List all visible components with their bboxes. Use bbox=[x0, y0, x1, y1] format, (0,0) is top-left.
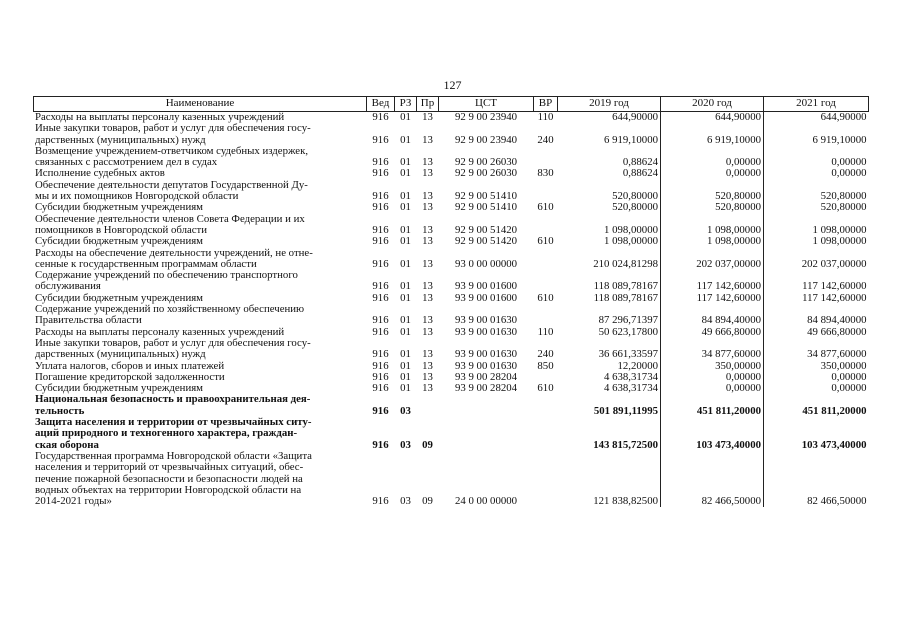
row-name: Содержание учреждений по хозяйственному обеспечению Правительства области bbox=[35, 303, 305, 327]
row-cst: 93 9 00 01630 bbox=[454, 348, 518, 361]
row-cst: 93 9 00 01630 bbox=[454, 325, 518, 338]
row-ved: 916 bbox=[372, 201, 389, 214]
row-2019: 1 098,00000 bbox=[604, 235, 658, 248]
row-ved: 916 bbox=[372, 495, 389, 508]
row-pr: 13 bbox=[422, 235, 433, 248]
row-vr bbox=[534, 451, 558, 507]
row-2021: 117 142,60000 bbox=[764, 293, 869, 304]
row-vr bbox=[534, 394, 558, 417]
row-vr: 240 bbox=[537, 348, 554, 361]
row-2021: 0,00000 bbox=[764, 372, 869, 383]
row-2021: 6 919,10000 bbox=[764, 123, 869, 146]
row-ved: 916 bbox=[372, 291, 389, 304]
row-ved: 916 bbox=[372, 382, 389, 395]
row-name: Защита населения и территории от чрезвычайных ситу- аций природного и техногенного характера, граждан- ская оборона bbox=[35, 416, 312, 451]
row-pr: 13 bbox=[422, 167, 433, 180]
row-2020: 49 666,80000 bbox=[661, 327, 764, 338]
row-vr bbox=[534, 146, 558, 169]
row-name: Государственная программа Новгородской области «Защита населения и территорий от чрезвычайных ситуаций, обес- печение пожарной безопасности и безопасности людей на водных объектах на территории Новгородской области на 2014-2021 годы» bbox=[35, 449, 312, 508]
row-2020: 0,00000 bbox=[661, 168, 764, 179]
row-ved: 916 bbox=[372, 167, 389, 180]
row-pr: 13 bbox=[422, 291, 433, 304]
row-ved: 916 bbox=[372, 190, 389, 203]
row-vr: 610 bbox=[537, 201, 554, 214]
row-2019: 118 089,78167 bbox=[593, 291, 658, 304]
table-row bbox=[34, 394, 869, 417]
row-vr bbox=[534, 270, 558, 293]
row-pr: 13 bbox=[422, 190, 433, 203]
row-2021: 117 142,60000 bbox=[764, 270, 869, 293]
row-pr: 13 bbox=[422, 359, 433, 372]
row-2020: 6 919,10000 bbox=[661, 123, 764, 146]
row-2020: 0,00000 bbox=[661, 146, 764, 169]
header-row bbox=[34, 97, 869, 112]
row-pr: 13 bbox=[422, 382, 433, 395]
row-cst: 93 9 00 01630 bbox=[454, 314, 518, 327]
row-name: Иные закупки товаров, работ и услуг для обеспечения госу- дарственных (муниципальных) нужд bbox=[35, 122, 311, 146]
row-2020: 202 037,00000 bbox=[661, 248, 764, 271]
row-2021: 202 037,00000 bbox=[764, 248, 869, 271]
table-row bbox=[34, 146, 869, 169]
row-pr: 13 bbox=[422, 201, 433, 214]
row-2021: 0,00000 bbox=[764, 146, 869, 169]
row-2019: 121 838,82500 bbox=[593, 495, 658, 508]
row-pr: 13 bbox=[422, 325, 433, 338]
row-rz: 01 bbox=[400, 223, 411, 236]
row-name: Погашение кредиторской задолженности bbox=[35, 370, 225, 383]
row-name: Субсидии бюджетным учреждениям bbox=[35, 201, 204, 214]
row-ved: 916 bbox=[372, 359, 389, 372]
row-cst: 93 9 00 01600 bbox=[454, 291, 518, 304]
row-vr: 850 bbox=[537, 359, 554, 372]
row-2019: 210 024,81298 bbox=[593, 257, 658, 270]
row-ved: 916 bbox=[372, 370, 389, 383]
table-row bbox=[34, 417, 869, 451]
row-name: Уплата налогов, сборов и иных платежей bbox=[35, 359, 225, 372]
row-rz: 01 bbox=[400, 291, 411, 304]
row-name: Обеспечение деятельности депутатов Государственной Ду- мы и их помощников Новгородской области bbox=[35, 178, 308, 203]
row-2020: 117 142,60000 bbox=[661, 270, 764, 293]
header-2020: 2020 год bbox=[661, 97, 764, 112]
table-row bbox=[34, 451, 869, 507]
row-pr: 13 bbox=[422, 257, 433, 270]
table-row bbox=[34, 123, 869, 146]
row-name: Расходы на обеспечение деятельности учреждений, не отне- сенные к государственным программам области bbox=[35, 246, 313, 270]
row-name: Субсидии бюджетным учреждениям bbox=[35, 382, 204, 395]
row-name: Субсидии бюджетным учреждениям bbox=[35, 235, 204, 248]
table-row bbox=[34, 214, 869, 237]
table-body bbox=[34, 112, 869, 508]
row-cst: 24 0 00 00000 bbox=[454, 495, 518, 508]
row-name: Содержание учреждений по обеспечению транспортного обслуживания bbox=[35, 269, 298, 293]
row-2020: 0,00000 bbox=[661, 383, 764, 394]
row-cst: 93 9 00 01630 bbox=[454, 359, 518, 372]
row-cst: 93 9 00 28204 bbox=[454, 382, 518, 395]
row-2021: 520,80000 bbox=[764, 180, 869, 203]
row-rz: 01 bbox=[400, 257, 411, 270]
row-name: Иные закупки товаров, работ и услуг для обеспечения госу- дарственных (муниципальных) нужд bbox=[35, 336, 311, 361]
row-rz: 01 bbox=[400, 201, 411, 214]
row-2021: 451 811,20000 bbox=[764, 394, 869, 417]
row-vr bbox=[534, 180, 558, 203]
row-cst: 93 0 00 00000 bbox=[454, 257, 518, 270]
row-rz: 01 bbox=[400, 133, 411, 146]
row-rz: 01 bbox=[400, 156, 411, 169]
row-ved: 916 bbox=[372, 156, 389, 169]
row-2020: 350,00000 bbox=[661, 361, 764, 372]
row-pr: 09 bbox=[422, 495, 433, 508]
row-pr: 13 bbox=[422, 111, 433, 123]
row-2021: 49 666,80000 bbox=[764, 327, 869, 338]
row-ved: 916 bbox=[372, 280, 389, 293]
row-vr: 110 bbox=[537, 325, 554, 338]
row-vr: 240 bbox=[537, 133, 554, 146]
row-ved: 916 bbox=[372, 133, 389, 146]
row-cst: 92 9 00 51410 bbox=[454, 190, 518, 203]
row-ved: 916 bbox=[372, 438, 389, 451]
row-rz: 01 bbox=[400, 370, 411, 383]
row-cst: 92 9 00 23940 bbox=[454, 133, 518, 146]
row-rz: 01 bbox=[400, 235, 411, 248]
row-2019: 118 089,78167 bbox=[593, 280, 658, 293]
row-vr bbox=[534, 304, 558, 327]
row-name: Исполнение судебных актов bbox=[35, 167, 165, 180]
table-row bbox=[34, 304, 869, 327]
row-2019: 4 638,31734 bbox=[604, 382, 658, 395]
row-name: Расходы на выплаты персоналу казенных учреждений bbox=[35, 325, 285, 338]
header-name: Наименование bbox=[34, 97, 367, 112]
row-2019: 87 296,71397 bbox=[598, 314, 658, 327]
table-row bbox=[34, 248, 869, 271]
row-rz: 03 bbox=[400, 438, 411, 451]
row-ved: 916 bbox=[372, 235, 389, 248]
row-pr: 13 bbox=[422, 133, 433, 146]
header-rz: РЗ bbox=[395, 97, 417, 112]
row-2019: 0,88624 bbox=[622, 156, 658, 169]
table-row bbox=[34, 270, 869, 293]
row-2021: 84 894,40000 bbox=[764, 304, 869, 327]
row-vr: 610 bbox=[537, 382, 554, 395]
row-name: Расходы на выплаты персоналу казенных учреждений bbox=[35, 111, 285, 123]
row-2020: 1 098,00000 bbox=[661, 214, 764, 237]
row-vr: 830 bbox=[537, 167, 554, 180]
row-rz: 01 bbox=[400, 111, 411, 123]
row-vr: 610 bbox=[537, 235, 554, 248]
header-ved: Вед bbox=[367, 97, 395, 112]
header-cst: ЦСТ bbox=[439, 97, 534, 112]
row-2020: 520,80000 bbox=[661, 202, 764, 213]
row-2019: 644,90000 bbox=[612, 111, 658, 123]
row-rz: 03 bbox=[400, 495, 411, 508]
row-2020: 84 894,40000 bbox=[661, 304, 764, 327]
row-cst bbox=[439, 417, 534, 451]
row-2019: 143 815,72500 bbox=[593, 438, 658, 451]
header-2019: 2019 год bbox=[558, 97, 661, 112]
row-2021: 520,80000 bbox=[764, 202, 869, 213]
row-2020: 82 466,50000 bbox=[661, 451, 764, 507]
row-vr bbox=[534, 248, 558, 271]
row-2020: 117 142,60000 bbox=[661, 293, 764, 304]
row-rz: 01 bbox=[400, 314, 411, 327]
row-cst: 93 9 00 28204 bbox=[454, 370, 518, 383]
row-pr: 13 bbox=[422, 348, 433, 361]
row-2019: 12,20000 bbox=[617, 359, 658, 372]
row-pr: 13 bbox=[422, 223, 433, 236]
row-cst: 93 9 00 01600 bbox=[454, 280, 518, 293]
row-cst: 92 9 00 26030 bbox=[454, 156, 518, 169]
row-2019: 36 661,33597 bbox=[598, 348, 658, 361]
row-2021: 0,00000 bbox=[764, 383, 869, 394]
table-row bbox=[34, 236, 869, 247]
row-pr: 13 bbox=[422, 370, 433, 383]
row-2019: 501 891,11995 bbox=[593, 404, 658, 417]
row-rz: 01 bbox=[400, 190, 411, 203]
row-2021: 34 877,60000 bbox=[764, 338, 869, 361]
row-2019: 0,88624 bbox=[622, 167, 658, 180]
row-ved: 916 bbox=[372, 404, 389, 417]
row-pr: 13 bbox=[422, 314, 433, 327]
row-name: Национальная безопасность и правоохранительная дея- тельность bbox=[35, 393, 311, 417]
header-pr: Пр bbox=[417, 97, 439, 112]
row-2020: 103 473,40000 bbox=[661, 417, 764, 451]
row-2019: 50 623,17800 bbox=[598, 325, 658, 338]
row-2020: 644,90000 bbox=[661, 112, 764, 124]
header-vr: ВР bbox=[534, 97, 558, 112]
row-cst: 92 9 00 51420 bbox=[454, 235, 518, 248]
row-pr: 13 bbox=[422, 156, 433, 169]
row-vr bbox=[534, 417, 558, 451]
header-2021: 2021 год bbox=[764, 97, 869, 112]
row-2020: 1 098,00000 bbox=[661, 236, 764, 247]
budget-table bbox=[33, 96, 869, 507]
row-ved: 916 bbox=[372, 257, 389, 270]
row-2020: 520,80000 bbox=[661, 180, 764, 203]
row-2019: 520,80000 bbox=[612, 190, 658, 203]
row-ved: 916 bbox=[372, 223, 389, 236]
row-2020: 0,00000 bbox=[661, 372, 764, 383]
row-name: Возмещение учреждением-ответчиком судебных издержек, связанных с рассмотрением дел в судах bbox=[35, 144, 309, 169]
table-row bbox=[34, 338, 869, 361]
row-2019: 520,80000 bbox=[612, 201, 658, 214]
row-ved: 916 bbox=[372, 325, 389, 338]
row-pr: 13 bbox=[422, 280, 433, 293]
row-2019: 6 919,10000 bbox=[604, 133, 658, 146]
row-2021: 82 466,50000 bbox=[764, 451, 869, 507]
page-number: 127 bbox=[443, 78, 462, 92]
row-vr bbox=[534, 214, 558, 237]
row-2021: 1 098,00000 bbox=[764, 214, 869, 237]
row-rz: 01 bbox=[400, 382, 411, 395]
row-cst: 92 9 00 23940 bbox=[454, 111, 518, 123]
row-2020: 451 811,20000 bbox=[661, 394, 764, 417]
row-cst: 92 9 00 51420 bbox=[454, 223, 518, 236]
row-cst bbox=[439, 394, 534, 417]
row-pr bbox=[417, 394, 439, 417]
table-row bbox=[34, 202, 869, 213]
row-2021: 0,00000 bbox=[764, 168, 869, 179]
row-rz: 03 bbox=[400, 404, 411, 417]
row-ved: 916 bbox=[372, 348, 389, 361]
row-vr: 110 bbox=[537, 111, 554, 123]
row-rz: 01 bbox=[400, 167, 411, 180]
row-name: Субсидии бюджетным учреждениям bbox=[35, 291, 204, 304]
row-name: Обеспечение деятельности членов Совета Федерации и их помощников в Новгородской области bbox=[35, 212, 305, 236]
row-cst: 92 9 00 51410 bbox=[454, 201, 518, 214]
row-pr: 09 bbox=[422, 438, 433, 451]
row-ved: 916 bbox=[372, 111, 389, 123]
row-2021: 1 098,00000 bbox=[764, 236, 869, 247]
row-rz: 01 bbox=[400, 359, 411, 372]
row-2019: 1 098,00000 bbox=[604, 223, 658, 236]
row-cst: 92 9 00 26030 bbox=[454, 167, 518, 180]
table-row bbox=[34, 180, 869, 203]
row-2020: 34 877,60000 bbox=[661, 338, 764, 361]
row-2021: 350,00000 bbox=[764, 361, 869, 372]
row-rz: 01 bbox=[400, 280, 411, 293]
row-rz: 01 bbox=[400, 325, 411, 338]
row-2021: 103 473,40000 bbox=[764, 417, 869, 451]
row-2021: 644,90000 bbox=[764, 112, 869, 124]
row-rz: 01 bbox=[400, 348, 411, 361]
row-ved: 916 bbox=[372, 314, 389, 327]
row-2019: 4 638,31734 bbox=[604, 370, 658, 383]
row-vr: 610 bbox=[537, 291, 554, 304]
